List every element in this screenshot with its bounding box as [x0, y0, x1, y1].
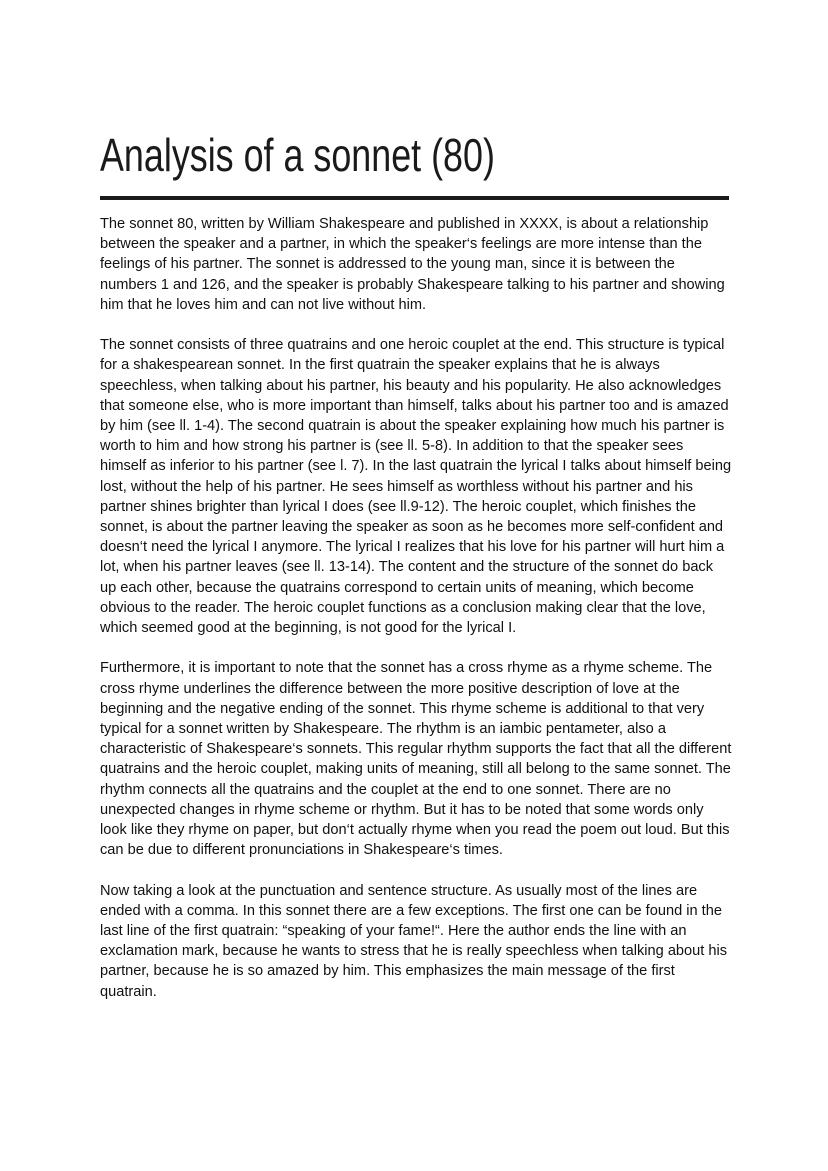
page-title: Analysis of a sonnet (80) [100, 129, 495, 181]
paragraph-rhyme-and-rhythm: Furthermore, it is important to note that the sonnet has a cross rhyme as a rhyme scheme. The cross rhyme underlines the difference between the more positive description of love at the beginning and the negative ending of the sonnet. This rhyme scheme is additional to that very typical for a sonnet written by Shakespeare. The rhythm is an iambic pentameter, also a characteristic of Shakespeare‘s sonnets. This regular rhythm supports the fact that all the different quatrains and the heroic couplet, making units of meaning, still all belong to the same sonnet. The rhythm connects all the quatrains and the couplet at the end to one sonnet. There are no unexpected changes in rhyme scheme or rhythm. But it has to be noted that some words only look like they rhyme on paper, but don‘t actually rhyme when you read the poem out loud. But this can be due to different pronunciations in Shakespeare‘s times. [100, 660, 732, 859]
paragraph-introduction: The sonnet 80, written by William Shakespeare and published in XXXX, is about a relationship between the speaker and a partner, in which the speaker‘s feelings are more intense than the feelings of his partner. The sonnet is addressed to the young man, since it is between the numbers 1 and 126, and the speaker is probably Shakespeare talking to his partner and showing him that he loves him and can not live without him. [100, 216, 725, 313]
title-divider [100, 196, 729, 200]
paragraph-punctuation: Now taking a look at the punctuation and sentence structure. As usually most of the lines are ended with a comma. In this sonnet there are a few exceptions. The first one can be found in the last line of the first quatrain: “speaking of your fame!“. Here the author ends the line with an exclamation mark, because he wants to stress that he is really speechless when talking about his partner, because he is so amazed by him. This emphasizes the main message of the first quatrain. [100, 882, 728, 1000]
paragraph-structure: The sonnet consists of three quatrains and one heroic couplet at the end. This structure is typical for a shakespearean sonnet. In the first quatrain the speaker explains that he is always speechless, when talking about his partner, his beauty and his popularity. He also acknowledges that someone else, who is more important than himself, talks about his partner too and is amazed by him (see ll. 1-4). The second quatrain is about the speaker explaining how much his partner is worth to him and how strong his partner is (see ll. 5-8). In addition to that the speaker sees himself as inferior to his partner (see l. 7). In the last quatrain the lyrical I talks about himself being lost, without the help of his partner. He sees himself as worthless without his partner and his partner shines brighter than lyrical I does (see ll.9-12). The heroic couplet, which finishes the sonnet, is about the partner leaving the speaker as soon as he becomes more self-confident and doesn‘t need the lyrical I anymore. The lyrical I realizes that his love for his partner will hurt him a lot, when his partner leaves (see ll. 13-14). The content and the structure of the sonnet do back up each other, because the quatrains correspond to certain units of meaning, which become obvious to the reader. The heroic couplet functions as a conclusion making clear that the love, which seemed good at the beginning, is not good for the lyrical I. [100, 337, 732, 637]
document-body [100, 214, 732, 1002]
